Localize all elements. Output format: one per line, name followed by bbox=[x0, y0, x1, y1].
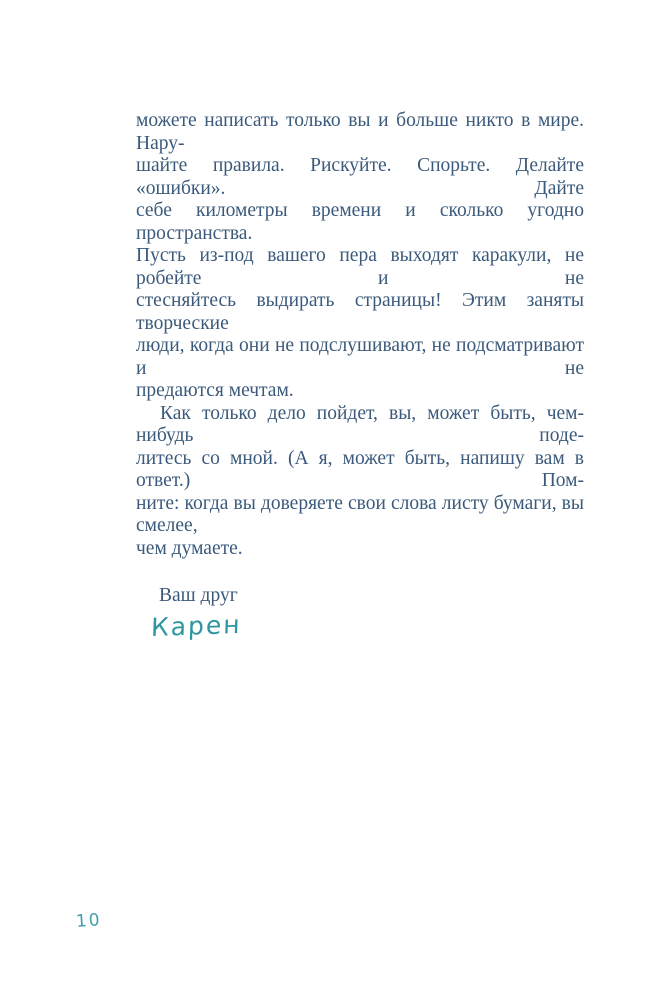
text-line: чем думаете. bbox=[136, 537, 243, 559]
text-line: стесняйтесь выдирать страницы! Этим заняты творческие bbox=[136, 290, 584, 334]
handwritten-signature: Карен bbox=[150, 609, 243, 642]
text-line: шайте правила. Рискуйте. Спорьте. Делайте «ошибки». Дайте bbox=[136, 155, 584, 199]
text-line: предаются мечтам. bbox=[136, 380, 294, 401]
paragraph bbox=[136, 110, 584, 403]
page-number: 10 bbox=[75, 910, 103, 932]
paragraphs bbox=[136, 110, 584, 560]
text-block bbox=[136, 110, 584, 642]
text-line: ните: когда вы доверяете свои слова листу бумаги, вы смелее, bbox=[136, 492, 584, 536]
text-line: себе километры времени и сколько угодно пространства. bbox=[136, 200, 584, 244]
text-line: Как только дело пойдет, вы, может быть, чем-нибудь поде- bbox=[136, 402, 584, 446]
closing-line: Ваш друг bbox=[159, 585, 238, 606]
text-line: литесь со мной. (А я, может быть, напишу вам в ответ.) Пом- bbox=[136, 447, 584, 491]
text-line: люди, когда они не подслушивают, не подсматривают и не bbox=[136, 335, 584, 379]
paragraph bbox=[136, 403, 584, 561]
text-line: можете написать только вы и больше никто в мире. Нару- bbox=[136, 110, 584, 154]
text-line: Пусть из-под вашего пера выходят каракули, не робейте и не bbox=[136, 245, 584, 289]
